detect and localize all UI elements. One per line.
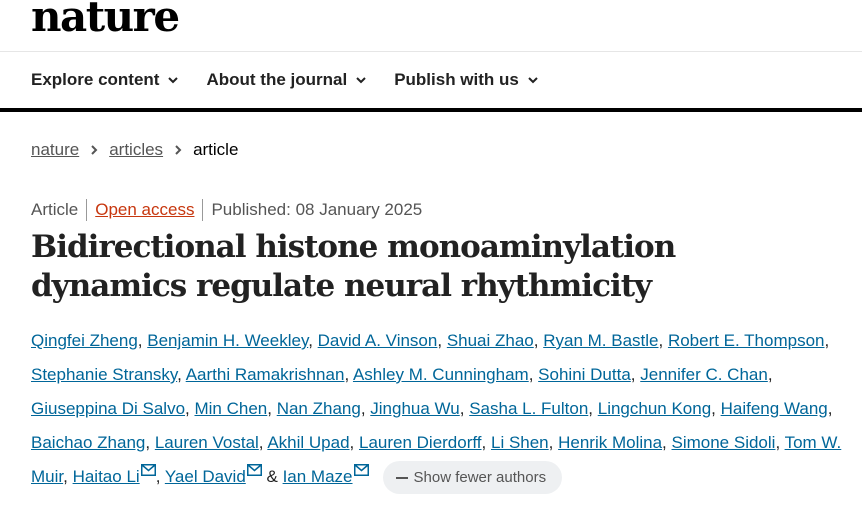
chevron-down-icon — [355, 74, 367, 86]
author-link[interactable]: Ashley M. Cunningham — [352, 365, 529, 384]
author-link[interactable]: Simone Sidoli — [671, 433, 776, 452]
author-link[interactable]: Giuseppina Di Salvo — [31, 399, 186, 418]
chevron-right-icon — [89, 144, 99, 156]
author-link[interactable]: Min Chen — [194, 399, 268, 418]
email-icon[interactable] — [354, 464, 369, 476]
author-link[interactable]: Yael David — [164, 467, 246, 486]
brand-header — [0, 0, 862, 52]
meta-divider — [86, 199, 87, 221]
author-link[interactable]: Henrik Molina — [558, 433, 663, 452]
author-link[interactable]: Sasha L. Fulton — [469, 399, 589, 418]
breadcrumb-current: article — [193, 140, 239, 159]
author-link[interactable]: David A. Vinson — [317, 331, 438, 350]
open-access-link[interactable]: Open access — [95, 200, 195, 219]
breadcrumb — [31, 140, 238, 160]
author-link[interactable]: Aarthi Ramakrishnan — [185, 365, 345, 384]
chevron-down-icon — [167, 74, 179, 86]
author-link[interactable]: Li Shen — [490, 433, 549, 452]
breadcrumb-nature[interactable]: nature — [31, 140, 80, 159]
nav-item-label: Explore content — [31, 70, 160, 89]
author-link[interactable]: Lauren Dierdorff — [358, 433, 482, 452]
author-names: Qingfei Zheng, Benjamin H. Weekley, David A. Vinson, Shuai Zhao, Ryan M. Bastle, Robert E. Thompson, Stephanie Stransky, Aarthi Ramakrishnan, Ashley M. Cunningham, Sohini Dutta, Jennifer C. Chan, Giuseppina Di Salvo, Min Chen, Nan Zhang, Jinghua Wu, Sasha L. Fulton, Lingchun Kong, Haifeng Wang, Baichao Zhang, Lauren Vostal, Akhil Upad, Lauren Dierdorff, Li Shen, Henrik Molina, Simone Sidoli, Tom W. Muir, Haitao Li , Yael David & Ian Maze — [31, 331, 842, 486]
author-link[interactable]: Jennifer C. Chan — [640, 365, 768, 384]
author-link[interactable]: Jinghua Wu — [370, 399, 460, 418]
author-link[interactable]: Haitao Li — [72, 467, 140, 486]
author-link[interactable]: Akhil Upad — [267, 433, 350, 452]
author-link[interactable]: Ian Maze — [282, 467, 353, 486]
nav-item-label: Publish with us — [394, 70, 519, 89]
author-link[interactable]: Lingchun Kong — [597, 399, 712, 418]
email-icon[interactable] — [141, 464, 156, 476]
nav-publish-with-us[interactable] — [394, 70, 539, 90]
chevron-right-icon — [173, 144, 183, 156]
nav-explore-content[interactable] — [31, 70, 179, 90]
nav-about-the-journal[interactable] — [206, 70, 367, 90]
article-title: Bidirectional histone monoaminylation dynamics regulate neural rhythmicity — [31, 229, 676, 304]
main-nav — [0, 52, 862, 112]
article-type: Article — [31, 200, 79, 219]
author-link[interactable]: Nan Zhang — [276, 399, 361, 418]
show-fewer-label: Show fewer authors — [413, 469, 547, 487]
author-link[interactable]: Robert E. Thompson — [667, 331, 825, 350]
author-link[interactable]: Haifeng Wang — [720, 399, 828, 418]
minus-icon — [396, 477, 408, 479]
author-link[interactable]: Ryan M. Bastle — [543, 331, 659, 350]
article-meta — [31, 199, 422, 221]
chevron-down-icon — [527, 74, 539, 86]
author-link[interactable]: Qingfei Zheng — [31, 331, 138, 350]
author-link[interactable]: Stephanie Stransky — [31, 365, 178, 384]
nature-logo[interactable]: nature — [31, 0, 179, 41]
breadcrumb-articles[interactable]: articles — [109, 140, 164, 159]
author-link[interactable]: Benjamin H. Weekley — [147, 331, 309, 350]
nav-item-label: About the journal — [206, 70, 348, 89]
published-date: Published: 08 January 2025 — [211, 200, 423, 219]
author-link[interactable]: Lauren Vostal — [154, 433, 259, 452]
email-icon[interactable] — [247, 464, 262, 476]
meta-divider — [202, 199, 203, 221]
author-link[interactable]: Baichao Zhang — [31, 433, 146, 452]
author-link[interactable]: Shuai Zhao — [446, 331, 534, 350]
show-fewer-authors-button[interactable] — [383, 461, 563, 494]
author-list — [31, 324, 846, 494]
author-link[interactable]: Tom W. Muir — [31, 433, 842, 486]
author-link[interactable]: Sohini Dutta — [538, 365, 631, 384]
